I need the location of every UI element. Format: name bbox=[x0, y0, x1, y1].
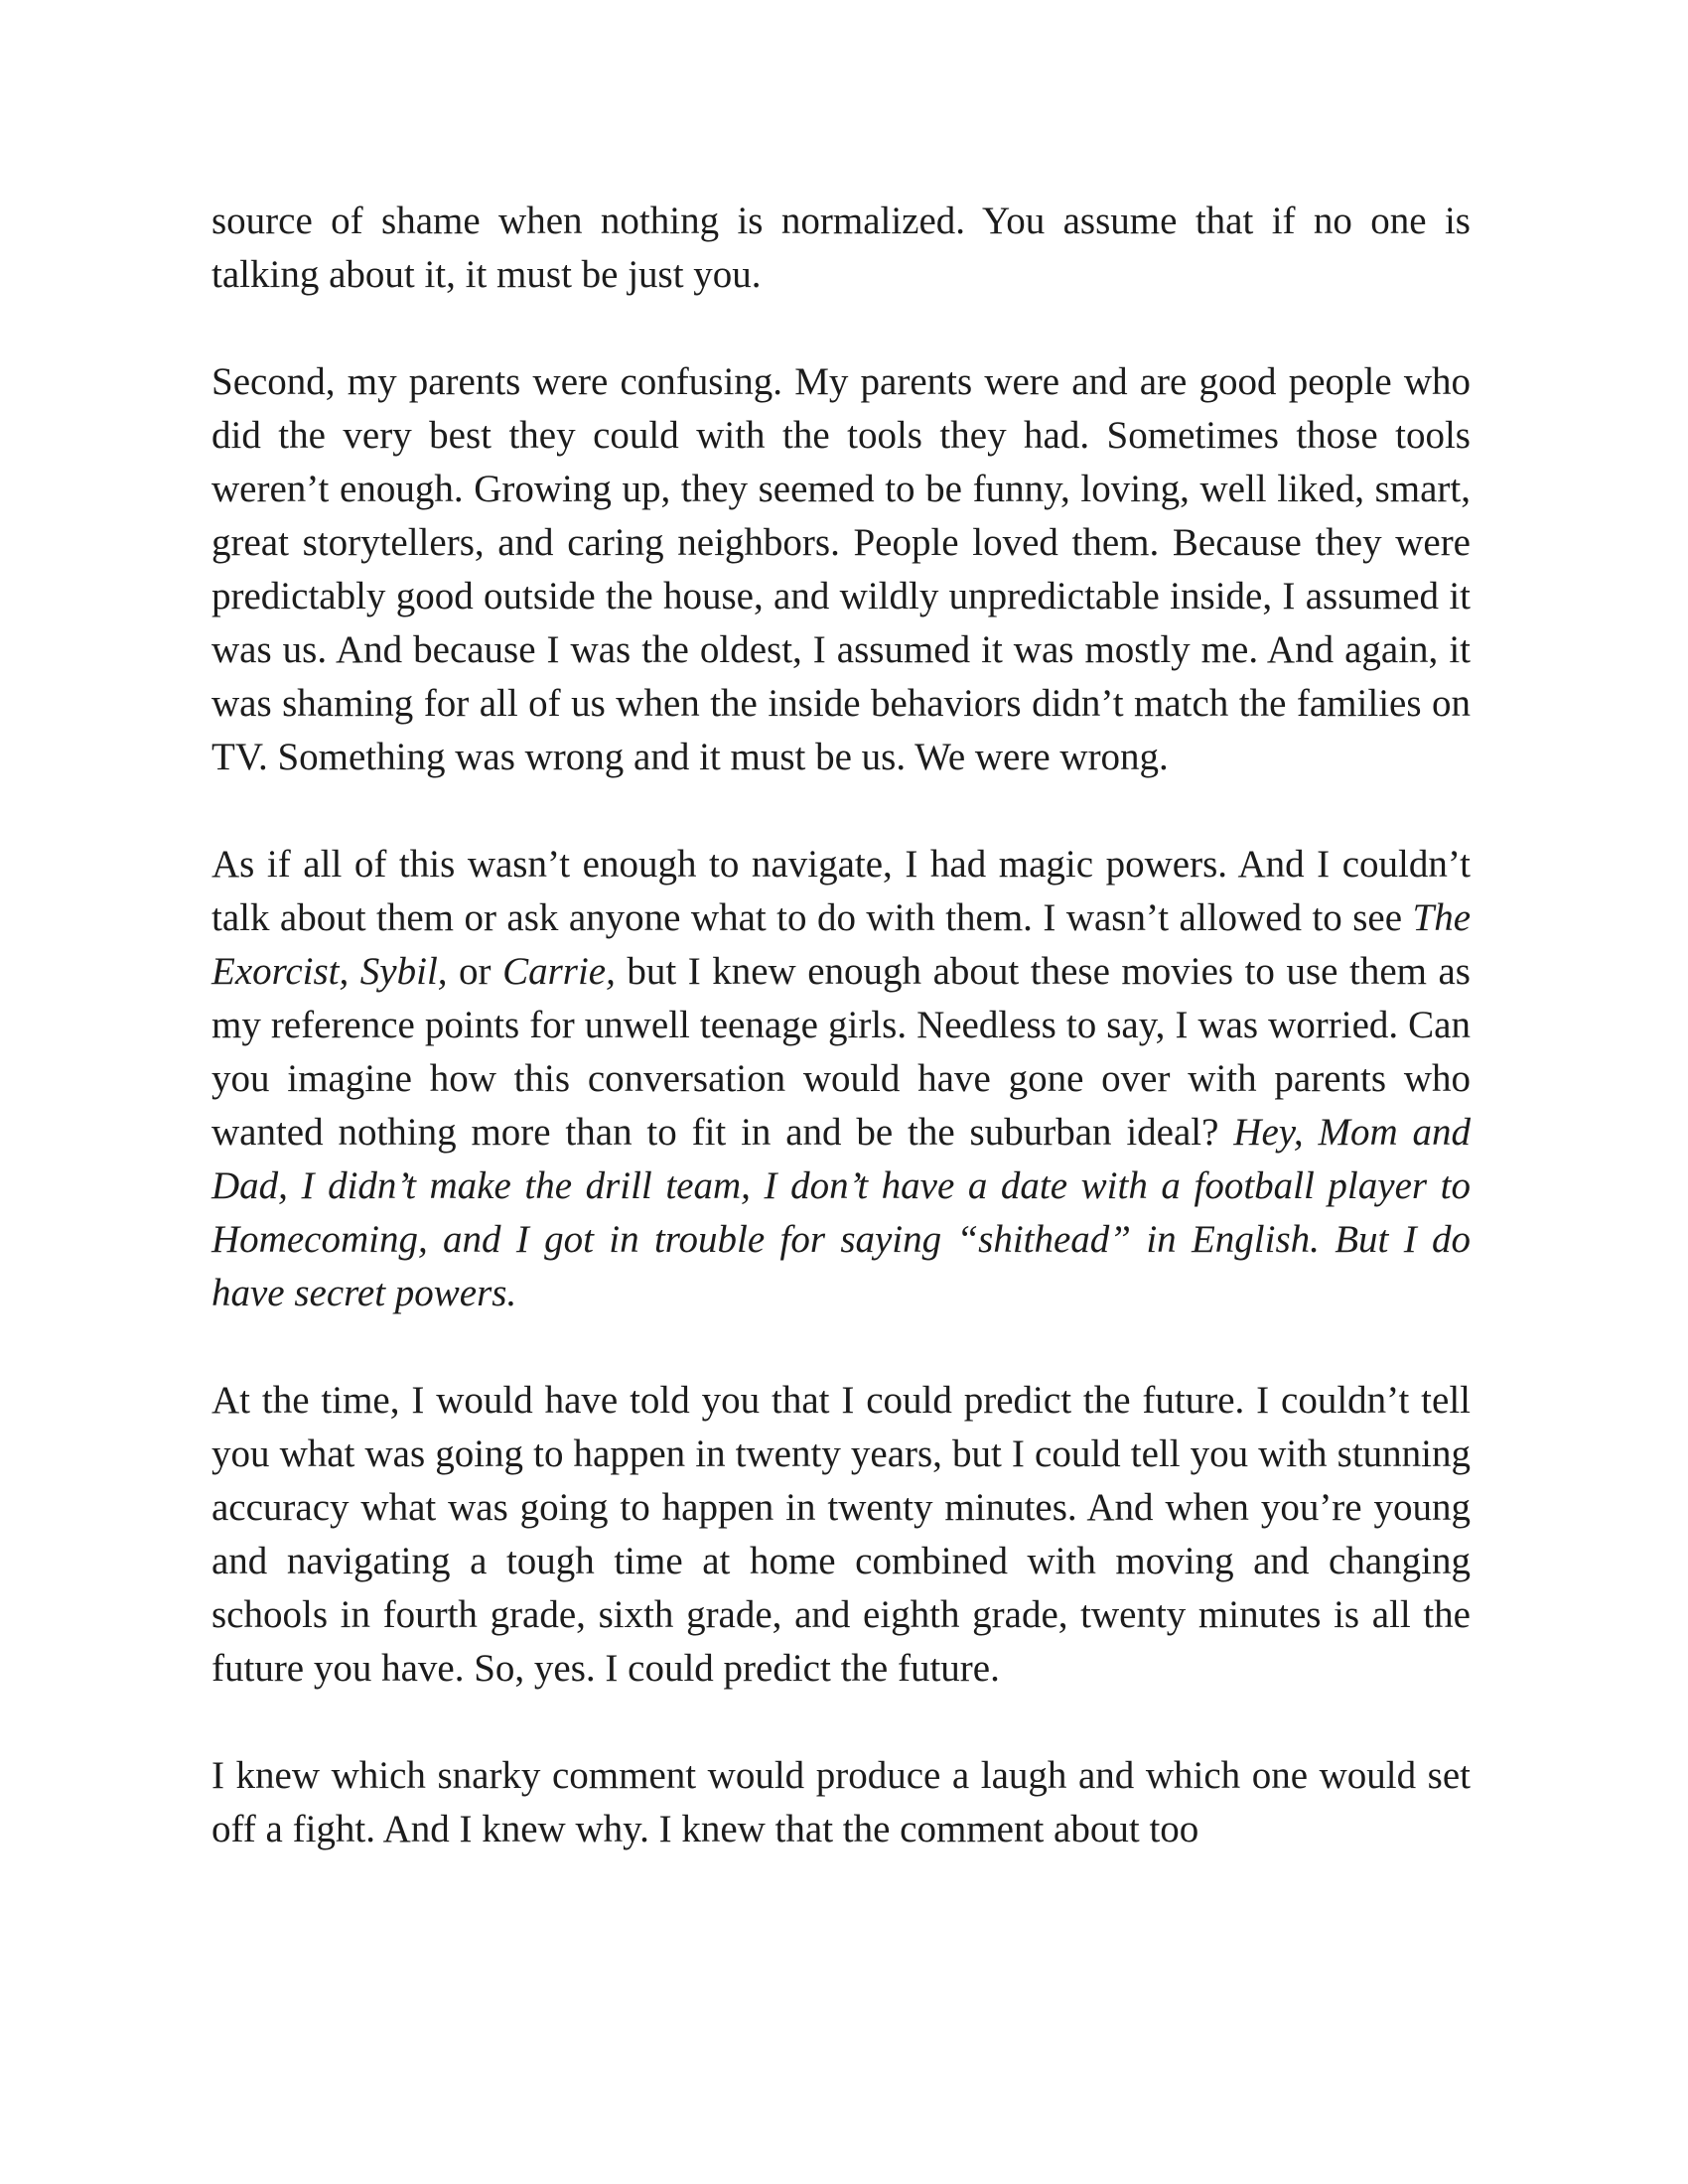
paragraph-magic-powers bbox=[211, 838, 1471, 1320]
film-title-carrie: Carrie, bbox=[502, 950, 616, 993]
page-body bbox=[211, 195, 1471, 1856]
film-title-exorcist-sybil: The Exorcist, Sybil, bbox=[211, 896, 1471, 993]
paragraph-parents: Second, my parents were confusing. My parents were and are good people who did the very best they could with the tools they had. Sometimes those tools weren’t enough. Growing up, they seemed to be funny, loving, well liked, smart, great storytellers, and caring neighbors. People loved them. Because they were predictably good outside the house, and wildly unpredictable inside, I assumed it was us. And because I was the oldest, I assumed it was mostly me. And again, it was shaming for all of us when the inside behaviors didn’t match the families on TV. Something was wrong and it must be us. We were wrong. bbox=[211, 360, 1471, 778]
paragraph-magic-text-2: or bbox=[447, 950, 503, 993]
paragraph-magic-text-1: As if all of this wasn’t enough to navigate, I had magic powers. And I couldn’t talk about them or ask anyone what to do with them. I wasn’t allowed to see bbox=[211, 843, 1471, 939]
paragraph-shame: source of shame when nothing is normalized. You assume that if no one is talking about it, it must be just you. bbox=[211, 200, 1471, 296]
paragraph-predict-future: At the time, I would have told you that I could predict the future. I couldn’t tell you what was going to happen in twenty years, but I could tell you with stunning accuracy what was going to happen in twenty minutes. And when you’re young and navigating a tough time at home combined with moving and changing schools in fourth grade, sixth grade, and eighth grade, twenty minutes is all the future you have. So, yes. I could predict the future. bbox=[211, 1379, 1471, 1690]
paragraph-magic-text-3: but I knew enough about these movies to use them as my reference points for unwell teenage girls. Needless to say, I was worried. Can you imagine how this conversation would have gone over with parents who wanted nothing more than to fit in and be the suburban ideal? bbox=[211, 950, 1471, 1154]
paragraph-snarky-comment: I knew which snarky comment would produce a laugh and which one would set off a fight. And I knew why. I knew that the comment about too bbox=[211, 1754, 1471, 1850]
italic-quote: Hey, Mom and Dad, I didn’t make the drill team, I don’t have a date with a football player to Homecoming, and I got in trouble for saying “shithead” in English. But I do have secret powers. bbox=[211, 1111, 1471, 1314]
